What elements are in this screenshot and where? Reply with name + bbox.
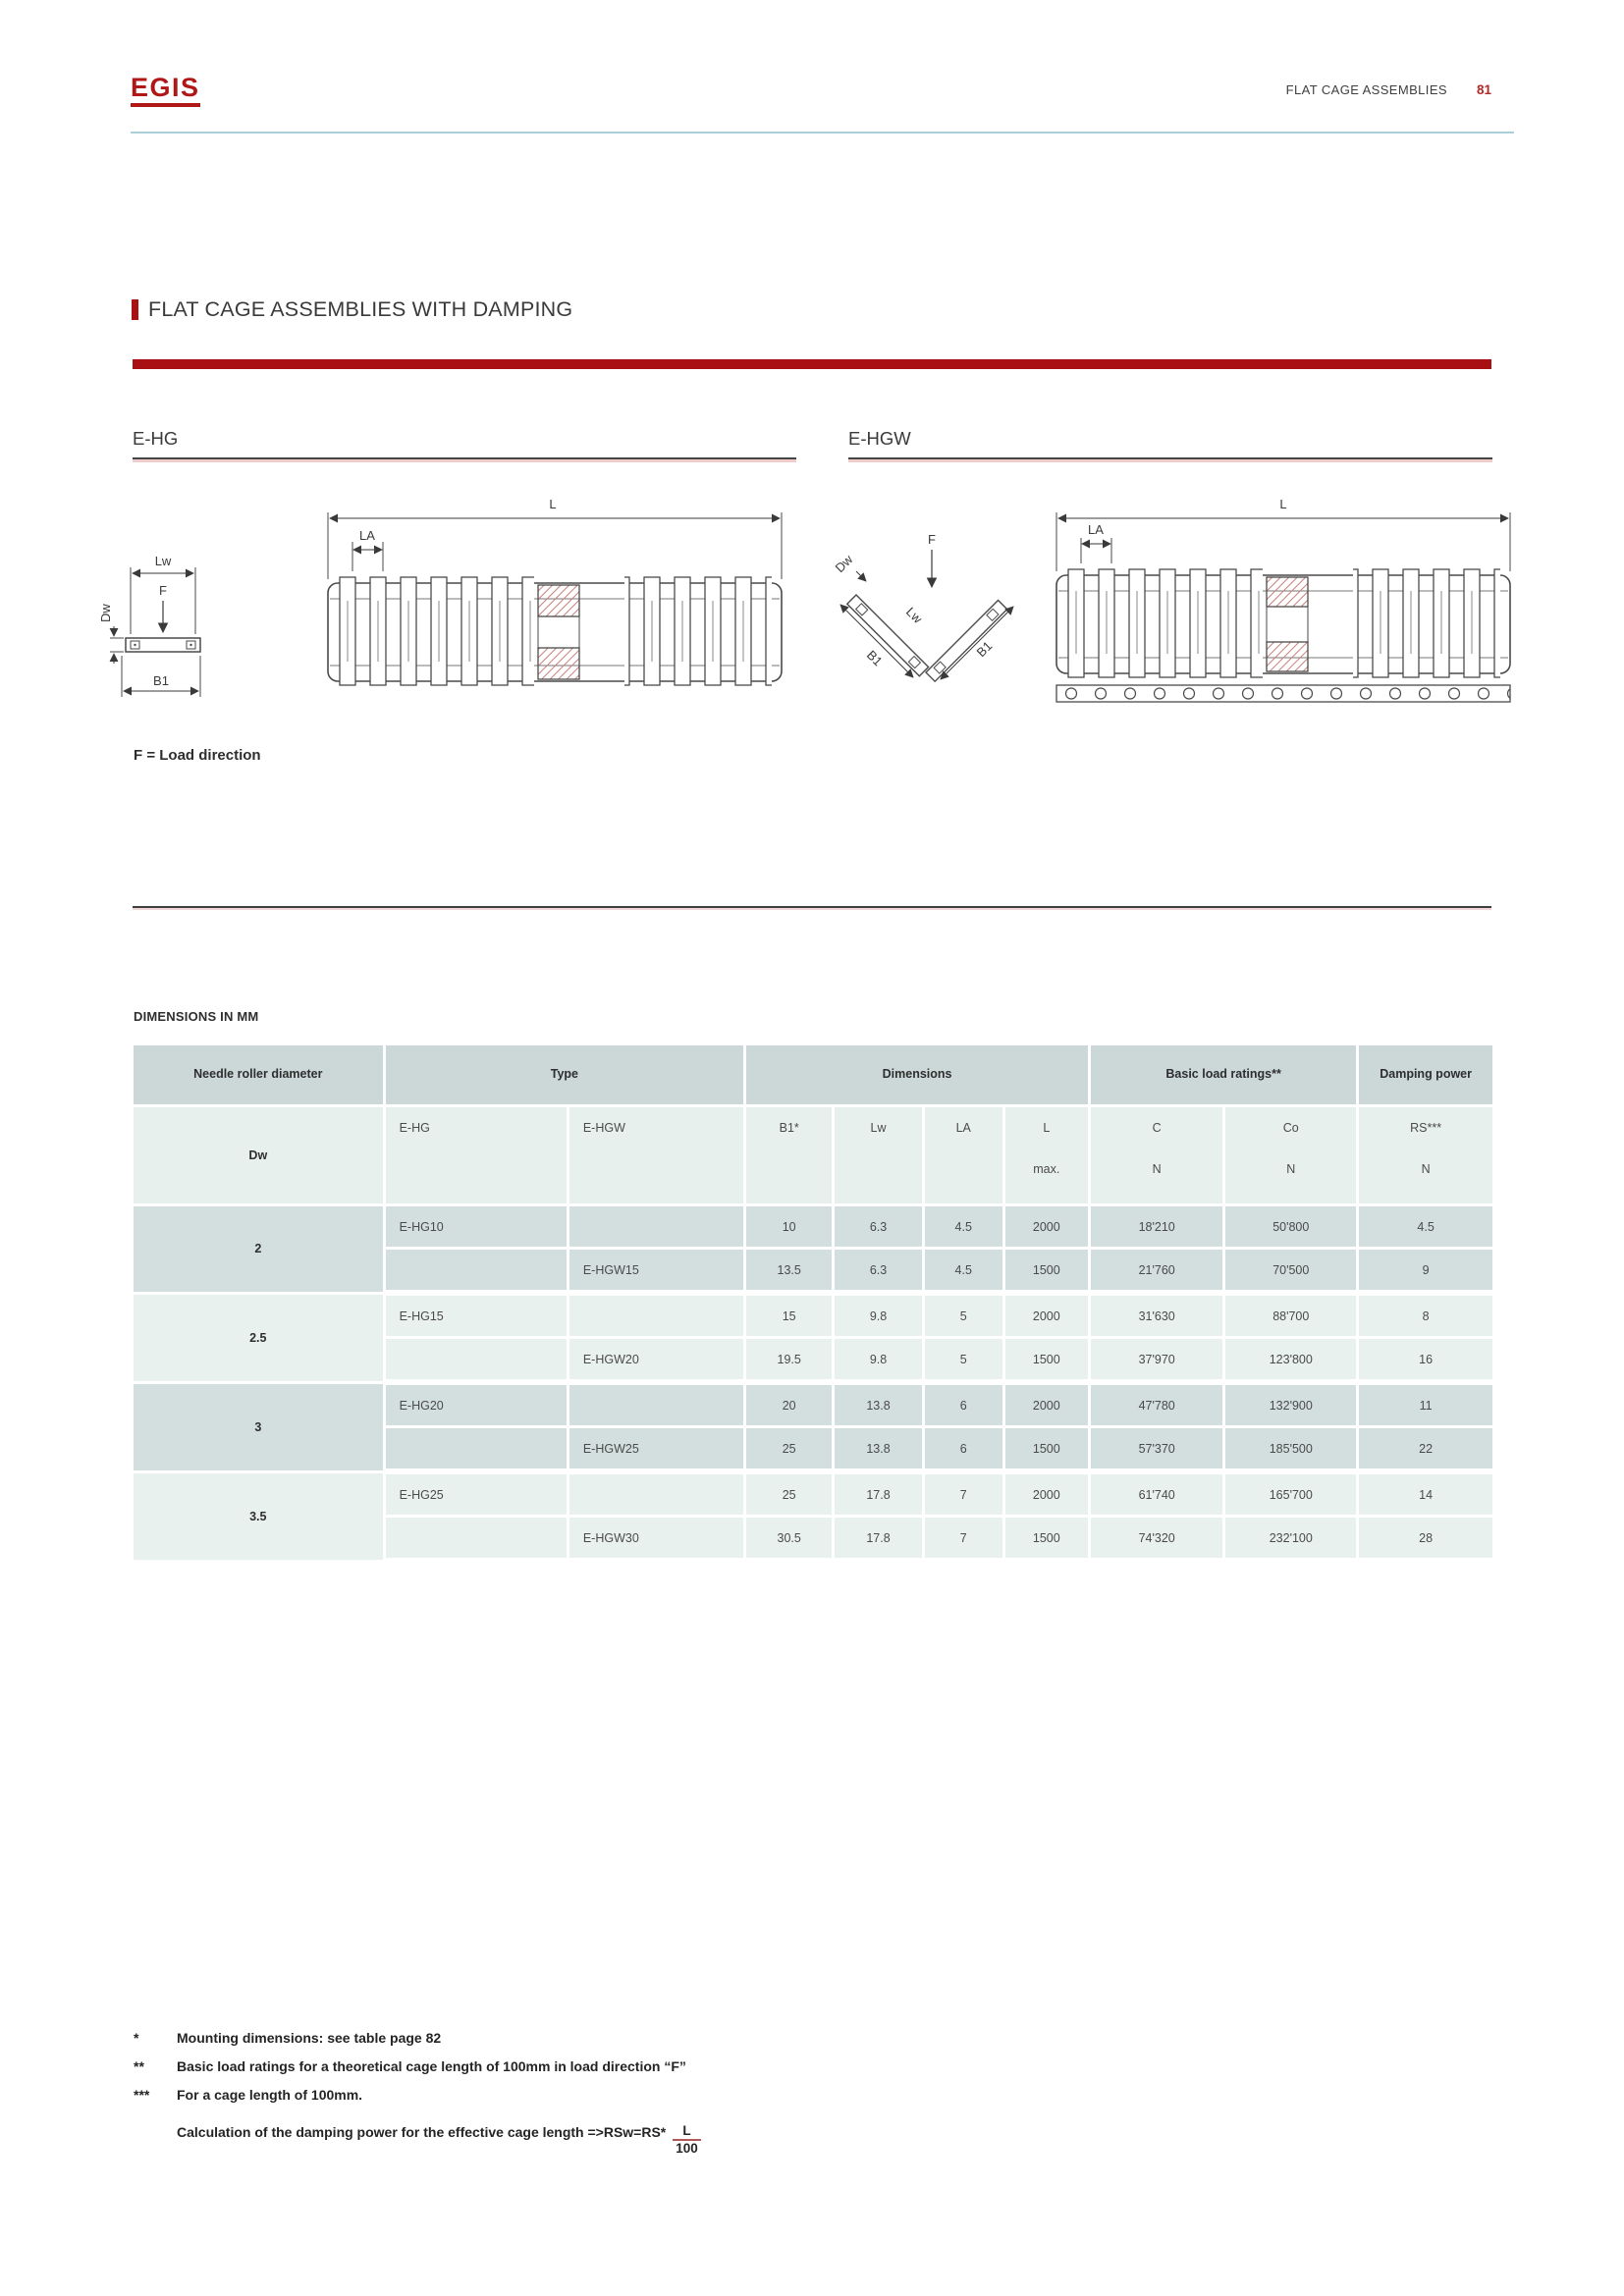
variant-label-ehg: E-HG [133, 428, 796, 459]
cell-c: 37'970 [1090, 1338, 1224, 1383]
cell-l: 1500 [1003, 1249, 1089, 1294]
cell-lw: 13.8 [834, 1382, 924, 1427]
col-ehg: E-HG [384, 1106, 568, 1205]
col-group-dimensions: Dimensions [745, 1044, 1090, 1106]
cell-c: 18'210 [1090, 1205, 1224, 1249]
col-la: LA [923, 1106, 1003, 1205]
ehg-technical-drawing [98, 489, 805, 715]
dimensions-table-wrap [131, 1042, 1495, 1564]
cell-lw: 13.8 [834, 1427, 924, 1472]
title-accent-bar [132, 299, 138, 320]
header-divider [131, 132, 1514, 133]
cell-c: 31'630 [1090, 1293, 1224, 1338]
cell-co: 70'500 [1224, 1249, 1358, 1294]
cell-b1: 25 [745, 1427, 834, 1472]
dim-label-l: L [549, 497, 557, 511]
cell-type-ehg [384, 1249, 568, 1294]
dim-label-b1: B1 [973, 638, 996, 661]
cell-rs: 9 [1358, 1249, 1494, 1294]
cell-type-ehgw: E-HGW20 [568, 1338, 744, 1383]
table-row [133, 1205, 1494, 1249]
footnote: * Mounting dimensions: see table page 82 [134, 2030, 442, 2046]
dim-label-dw: Dw [98, 604, 113, 622]
cell-dw: 2.5 [133, 1293, 385, 1382]
col-group-basic-load-ratings: Basic load ratings** [1090, 1044, 1358, 1106]
cell-rs: 8 [1358, 1293, 1494, 1338]
cell-c: 21'760 [1090, 1249, 1224, 1294]
col-co: Co N [1224, 1106, 1358, 1205]
table-sub-header-row [133, 1106, 1494, 1205]
table-row [133, 1382, 1494, 1427]
cell-co: 88'700 [1224, 1293, 1358, 1338]
load-direction-note: F = Load direction [134, 747, 261, 764]
col-l-max: L max. [1003, 1106, 1089, 1205]
cell-dw: 2 [133, 1205, 385, 1294]
page-title: FLAT CAGE ASSEMBLIES WITH DAMPING [148, 297, 573, 321]
cell-type-ehgw [568, 1382, 744, 1427]
load-direction-label: F [928, 532, 936, 547]
page-header [133, 82, 1491, 97]
cell-dw: 3.5 [133, 1471, 385, 1561]
cell-la: 6 [923, 1427, 1003, 1472]
cell-la: 7 [923, 1471, 1003, 1517]
col-b1: B1* [745, 1106, 834, 1205]
cell-co: 50'800 [1224, 1205, 1358, 1249]
footnote: *** For a cage length of 100mm. [134, 2087, 363, 2103]
cell-la: 4.5 [923, 1205, 1003, 1249]
cell-c: 74'320 [1090, 1517, 1224, 1562]
col-group-needle-roller-diameter: Needle roller diameter [133, 1044, 385, 1106]
cell-lw: 6.3 [834, 1249, 924, 1294]
cell-rs: 14 [1358, 1471, 1494, 1517]
cell-dw: 3 [133, 1382, 385, 1471]
cell-lw: 17.8 [834, 1517, 924, 1562]
col-ehgw: E-HGW [568, 1106, 744, 1205]
cell-l: 1500 [1003, 1517, 1089, 1562]
cell-type-ehgw [568, 1471, 744, 1517]
dim-label-b1: B1 [863, 647, 886, 669]
cell-type-ehgw [568, 1205, 744, 1249]
ehgw-cross-section [833, 532, 1013, 681]
cell-co: 123'800 [1224, 1338, 1358, 1383]
cell-type-ehgw: E-HGW30 [568, 1517, 744, 1562]
cell-b1: 30.5 [745, 1517, 834, 1562]
cell-type-ehgw: E-HGW15 [568, 1249, 744, 1294]
section-breadcrumb: FLAT CAGE ASSEMBLIES [1285, 82, 1447, 97]
title-rule [133, 359, 1491, 369]
cell-la: 5 [923, 1338, 1003, 1383]
table-caption: DIMENSIONS IN MM [134, 1009, 259, 1024]
cell-type-ehgw [568, 1293, 744, 1338]
page-number: 81 [1476, 82, 1491, 97]
cell-lw: 9.8 [834, 1338, 924, 1383]
cell-b1: 15 [745, 1293, 834, 1338]
page-title-row [132, 297, 572, 322]
dim-label-lw: Lw [154, 554, 172, 568]
cell-b1: 10 [745, 1205, 834, 1249]
cell-l: 1500 [1003, 1338, 1089, 1383]
cell-type-ehg: E-HG20 [384, 1382, 568, 1427]
cell-type-ehgw: E-HGW25 [568, 1427, 744, 1472]
cell-lw: 6.3 [834, 1205, 924, 1249]
cell-b1: 25 [745, 1471, 834, 1517]
table-group-header-row [133, 1044, 1494, 1106]
col-group-type: Type [384, 1044, 745, 1106]
cell-type-ehg [384, 1427, 568, 1472]
dim-label-b1: B1 [153, 673, 169, 688]
variant-label-ehgw: E-HGW [848, 428, 1492, 459]
cell-la: 5 [923, 1293, 1003, 1338]
cell-c: 61'740 [1090, 1471, 1224, 1517]
cell-rs: 22 [1358, 1427, 1494, 1472]
table-row [133, 1471, 1494, 1517]
dim-label-la: LA [359, 528, 375, 543]
col-group-damping-power: Damping power [1358, 1044, 1494, 1106]
dim-label-l: L [1279, 497, 1287, 511]
cell-type-ehg: E-HG25 [384, 1471, 568, 1517]
section-divider [133, 906, 1491, 908]
col-c: C N [1090, 1106, 1224, 1205]
cell-co: 232'100 [1224, 1517, 1358, 1562]
col-rs: RS*** N [1358, 1106, 1494, 1205]
cell-type-ehg [384, 1517, 568, 1562]
cell-l: 1500 [1003, 1427, 1089, 1472]
load-direction-label: F [159, 583, 167, 598]
cell-l: 2000 [1003, 1205, 1089, 1249]
cell-lw: 9.8 [834, 1293, 924, 1338]
cell-co: 132'900 [1224, 1382, 1358, 1427]
cell-l: 2000 [1003, 1382, 1089, 1427]
cell-lw: 17.8 [834, 1471, 924, 1517]
cell-l: 2000 [1003, 1471, 1089, 1517]
cell-la: 7 [923, 1517, 1003, 1562]
cell-co: 185'500 [1224, 1427, 1358, 1472]
cell-c: 47'780 [1090, 1382, 1224, 1427]
cell-la: 6 [923, 1382, 1003, 1427]
col-lw: Lw [834, 1106, 924, 1205]
ehg-side-view [328, 497, 782, 689]
cell-la: 4.5 [923, 1249, 1003, 1294]
egis-logo-text: EGIS [131, 75, 200, 107]
dimensions-table [131, 1042, 1495, 1564]
footnotes [134, 2030, 1096, 2161]
ehg-cross-section [98, 554, 200, 697]
table-row [133, 1293, 1494, 1338]
footnote: ** Basic load ratings for a theoretical cage length of 100mm in load direction “F” [134, 2058, 686, 2074]
cell-rs: 4.5 [1358, 1205, 1494, 1249]
cell-b1: 13.5 [745, 1249, 834, 1294]
col-dw: Dw [133, 1106, 385, 1205]
dim-label-la: LA [1088, 522, 1104, 537]
cell-rs: 16 [1358, 1338, 1494, 1383]
cell-b1: 20 [745, 1382, 834, 1427]
cell-rs: 28 [1358, 1517, 1494, 1562]
cell-type-ehg [384, 1338, 568, 1383]
formula-fraction: $\frac{L}{100}$ [673, 2123, 701, 2156]
ehgw-side-view [1056, 497, 1510, 702]
ehgw-technical-drawing [827, 489, 1526, 715]
cell-co: 165'700 [1224, 1471, 1358, 1517]
dim-label-lw: Lw [902, 604, 926, 626]
cell-rs: 11 [1358, 1382, 1494, 1427]
cell-l: 2000 [1003, 1293, 1089, 1338]
cell-type-ehg: E-HG15 [384, 1293, 568, 1338]
dim-label-dw: Dw [832, 552, 856, 576]
cell-b1: 19.5 [745, 1338, 834, 1383]
cell-type-ehg: E-HG10 [384, 1205, 568, 1249]
footnote-formula: Calculation of the damping power for the effective cage length =>RSw=RS* $\frac{L}{100}$ [134, 2115, 1096, 2148]
cell-c: 57'370 [1090, 1427, 1224, 1472]
